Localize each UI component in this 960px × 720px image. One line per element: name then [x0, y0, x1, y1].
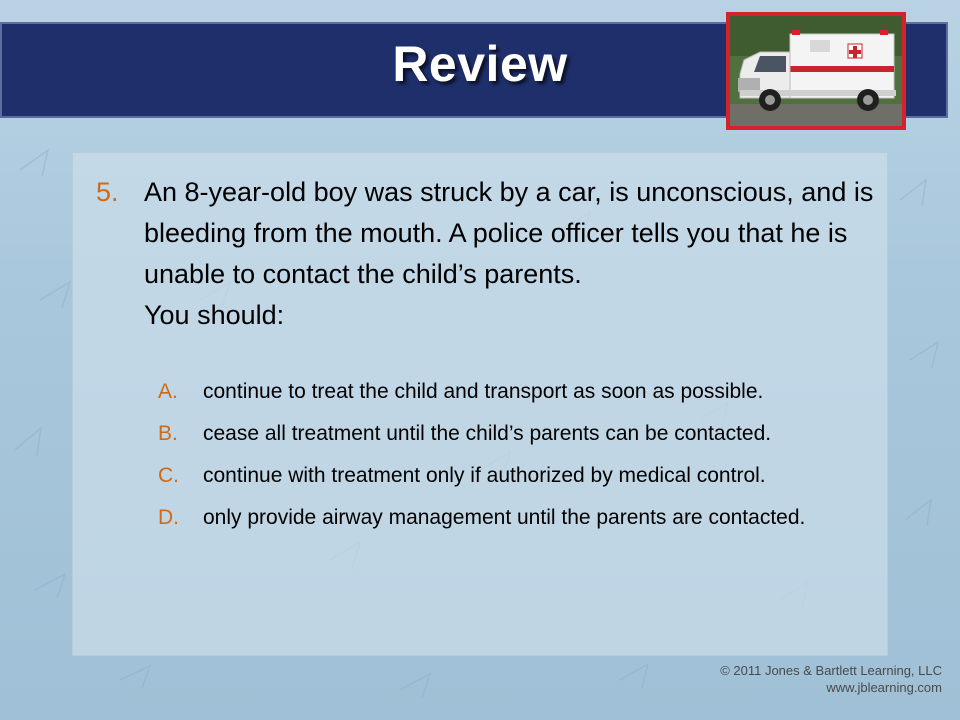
- answer-option-a: [158, 376, 868, 408]
- answer-letter: C.: [158, 464, 179, 487]
- answer-text: only provide airway management until the parents are contacted.: [203, 506, 806, 529]
- answer-option-b: [158, 418, 868, 450]
- answer-text: continue with treatment only if authorized by medical control.: [203, 464, 766, 487]
- question-number: 5.: [96, 177, 119, 207]
- answer-letter: A.: [158, 380, 178, 403]
- copyright-notice: [720, 662, 942, 696]
- answer-text: cease all treatment until the child’s parents can be contacted.: [203, 422, 772, 445]
- ambulance-photo: [726, 12, 906, 130]
- answer-option-d: [158, 502, 868, 534]
- question-text: An 8-year-old boy was struck by a car, is unconscious, and is bleeding from the mouth. A police officer tells you that he is unable to contact the child’s parents.: [144, 177, 874, 289]
- question-prompt: You should:: [144, 300, 285, 330]
- answer-letter: B.: [158, 422, 178, 445]
- website-text: www.jblearning.com: [826, 680, 942, 695]
- slide-title: Review: [392, 36, 568, 92]
- ambulance-icon: [730, 16, 902, 126]
- answer-option-c: [158, 460, 868, 492]
- copyright-text: © 2011 Jones & Bartlett Learning, LLC: [720, 663, 942, 678]
- answer-text: continue to treat the child and transport as soon as possible.: [203, 380, 764, 403]
- answer-letter: D.: [158, 506, 179, 529]
- question: [96, 172, 876, 336]
- answer-list: [158, 376, 868, 544]
